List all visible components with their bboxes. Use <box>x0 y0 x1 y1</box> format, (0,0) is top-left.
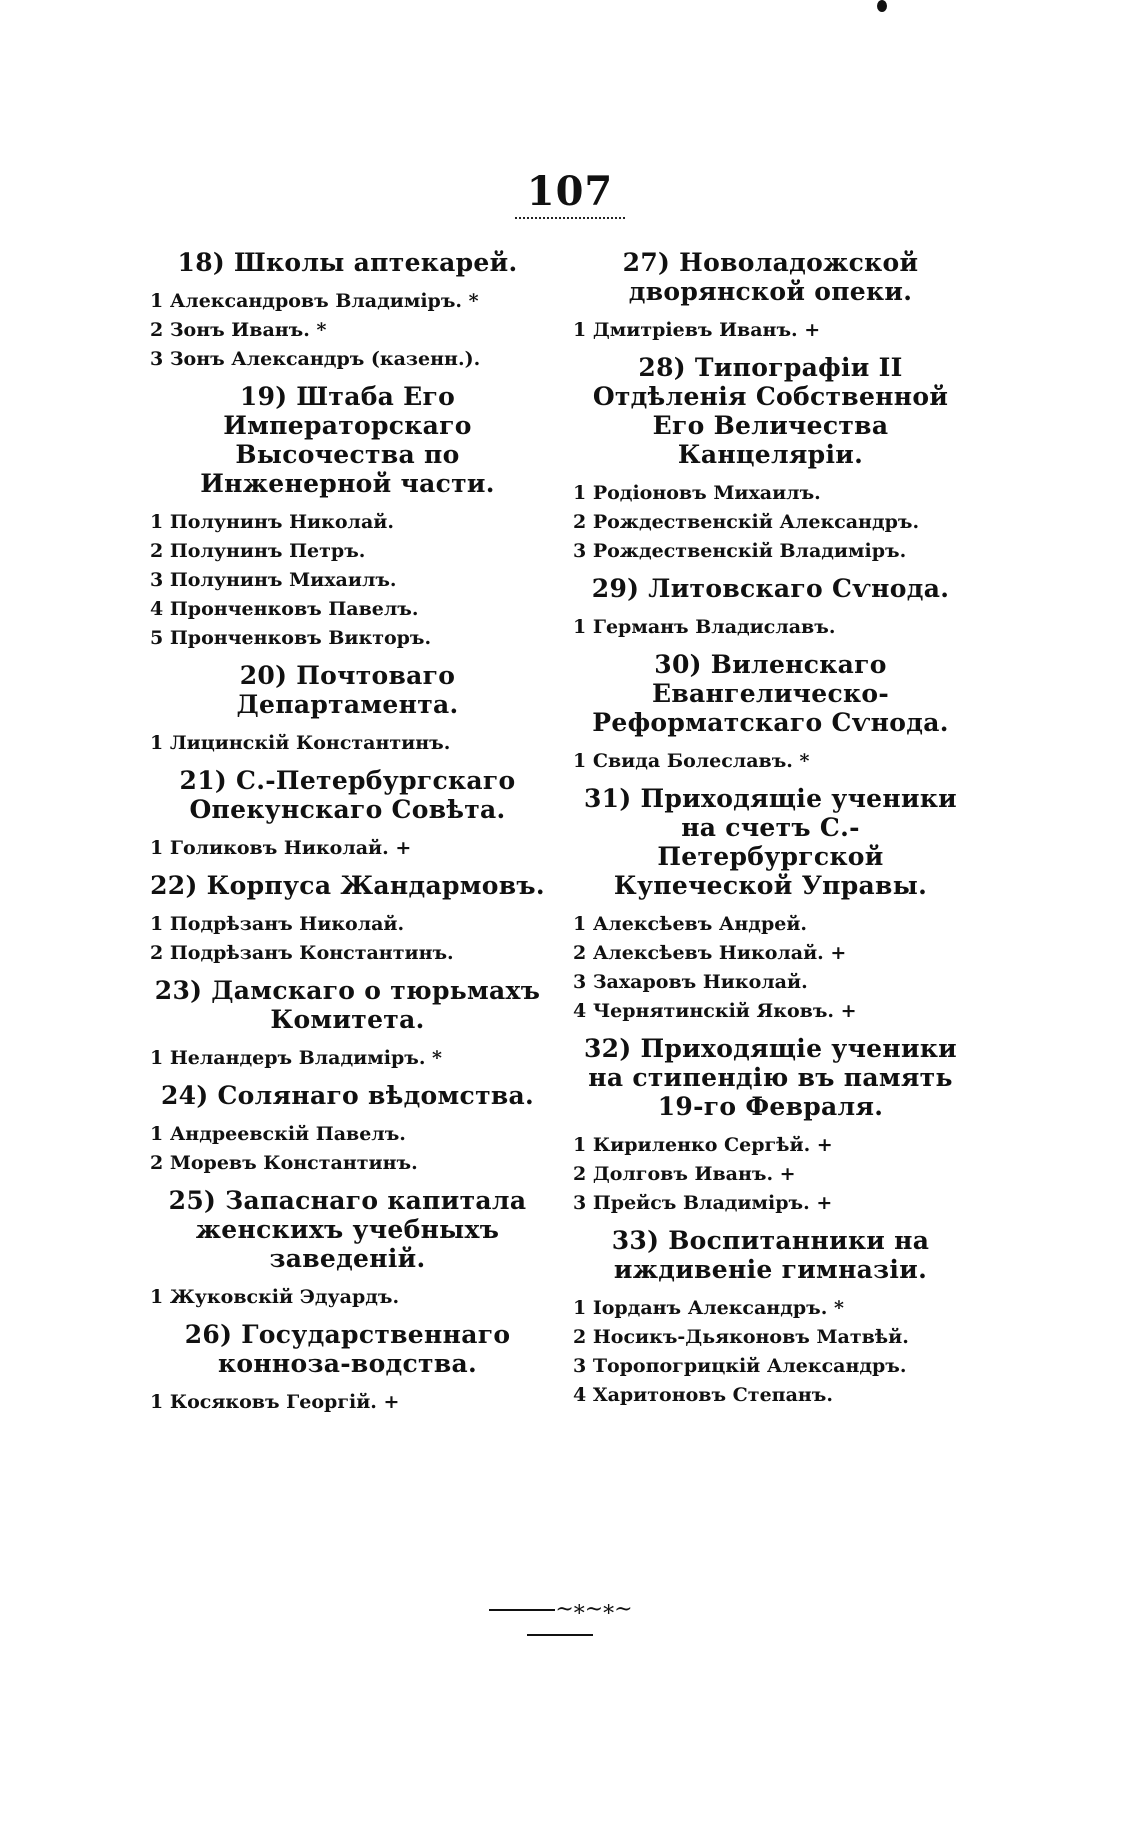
section <box>573 1034 968 1226</box>
student-entry: 1 Іорданъ Александръ. * <box>573 1297 844 1319</box>
section <box>150 871 545 976</box>
section <box>150 766 545 871</box>
section-heading: 22) Корпуса Жандармовъ. <box>150 871 545 900</box>
student-entry: 3 Прейсъ Владиміръ. + <box>573 1192 833 1214</box>
student-entry: 4 Чернятинскій Яковъ. + <box>573 1000 857 1022</box>
page-number-rule <box>515 217 625 219</box>
student-entry: 2 Моревъ Константинъ. <box>150 1152 418 1174</box>
student-entry: 2 Алексѣевъ Николай. + <box>573 942 847 964</box>
section <box>150 1320 545 1425</box>
section-heading: 21) С.-Петербургскаго Опекунскаго Совѣта. <box>179 766 516 824</box>
ornament-line-right <box>527 1634 593 1636</box>
student-entry: 3 Торопогрицкій Александръ. <box>573 1355 907 1377</box>
section-heading: 18) Школы аптекарей. <box>177 248 518 277</box>
student-entry: 1 Жуковскій Эдуардъ. <box>150 1286 400 1308</box>
student-entry: 3 Рождественскій Владиміръ. <box>573 540 907 562</box>
page-number <box>0 168 1140 219</box>
section-heading: 19) Штаба Его Императорскаго Высочества по Инженерной части. <box>200 382 495 498</box>
end-ornament <box>460 1597 660 1647</box>
student-entry: 1 Дмитріевъ Иванъ. + <box>573 319 821 341</box>
section <box>573 1226 968 1418</box>
section-heading: 20) Почтоваго Департамента. <box>236 661 459 719</box>
student-entry: 4 Харитоновъ Степанъ. <box>573 1384 833 1406</box>
student-entry: 2 Полунинъ Петръ. <box>150 540 366 562</box>
section-heading: 23) Дамскаго о тюрьмахъ Комитета. <box>154 976 541 1034</box>
student-entry: 1 Александровъ Владиміръ. * <box>150 290 479 312</box>
student-entry: 1 Косяковъ Георгій. + <box>150 1391 400 1413</box>
student-entry: 2 Долговъ Иванъ. + <box>573 1163 796 1185</box>
student-entry: 1 Кириленко Сергѣй. + <box>573 1134 833 1156</box>
student-entry: 1 Родіоновъ Михаилъ. <box>573 482 821 504</box>
section <box>150 1081 545 1186</box>
student-entry: 2 Зонъ Иванъ. * <box>150 319 327 341</box>
student-entry: 4 Пронченковъ Павелъ. <box>150 598 419 620</box>
left-column <box>150 248 545 1425</box>
right-column <box>573 248 968 1418</box>
student-entry: 1 Неландеръ Владиміръ. * <box>150 1047 442 1069</box>
student-entry: 2 Подрѣзанъ Константинъ. <box>150 942 454 964</box>
section <box>573 248 968 353</box>
page-number-text: 107 <box>526 168 614 215</box>
section-heading: 28) Типографіи II Отдѣленія Собственной Его Величества Канцеляріи. <box>592 353 949 469</box>
student-entry: 5 Пронченковъ Викторъ. <box>150 627 432 649</box>
student-entry: 2 Носикъ-Дьяконовъ Матвѣй. <box>573 1326 909 1348</box>
section-heading: 26) Государственнаго конноза-водства. <box>184 1320 511 1378</box>
section <box>573 574 968 650</box>
student-entry: 1 Лицинскій Константинъ. <box>150 732 451 754</box>
corner-ink-dot <box>877 0 887 12</box>
section-heading: 27) Новоладожской дворянской опеки. <box>622 248 919 306</box>
student-entry: 3 Зонъ Александръ (казенн.). <box>150 348 481 370</box>
student-entry: 1 Полунинъ Николай. <box>150 511 394 533</box>
section-heading: 30) Виленскаго Евангелическо-Реформатскаго Сѵнода. <box>592 650 949 737</box>
section <box>150 661 545 766</box>
student-entry: 1 Андреевскій Павелъ. <box>150 1123 406 1145</box>
student-entry: 3 Захаровъ Николай. <box>573 971 808 993</box>
ornament-line-left <box>489 1609 555 1611</box>
section-heading: 29) Литовскаго Сѵнода. <box>591 574 950 603</box>
section <box>150 248 545 382</box>
student-entry: 1 Подрѣзанъ Николай. <box>150 913 405 935</box>
student-entry: 1 Германъ Владиславъ. <box>573 616 836 638</box>
student-entry: 1 Голиковъ Николай. + <box>150 837 412 859</box>
section <box>150 1186 545 1320</box>
section <box>573 353 968 574</box>
section <box>150 976 545 1081</box>
section-heading: 25) Запаснаго капитала женскихъ учебныхъ заведеній. <box>168 1186 527 1273</box>
section-heading: 31) Приходящіе ученики на счетъ С.-Петербургской Купеческой Управы. <box>583 784 958 900</box>
ornament-center: ~∗~∗~ <box>555 1597 631 1622</box>
student-entry: 3 Полунинъ Михаилъ. <box>150 569 397 591</box>
student-entry: 1 Алексѣевъ Андрей. <box>573 913 808 935</box>
section-heading: 32) Приходящіе ученики на стипендію въ память 19-го Февраля. <box>583 1034 958 1121</box>
section-heading: 33) Воспитанники на иждивеніе гимназіи. <box>611 1226 930 1284</box>
section <box>573 650 968 784</box>
student-entry: 1 Свида Болеславъ. * <box>573 750 810 772</box>
section-heading: 24) Солянаго вѣдомства. <box>160 1081 535 1110</box>
section <box>150 382 545 661</box>
section <box>573 784 968 1034</box>
student-entry: 2 Рождественскій Александръ. <box>573 511 920 533</box>
